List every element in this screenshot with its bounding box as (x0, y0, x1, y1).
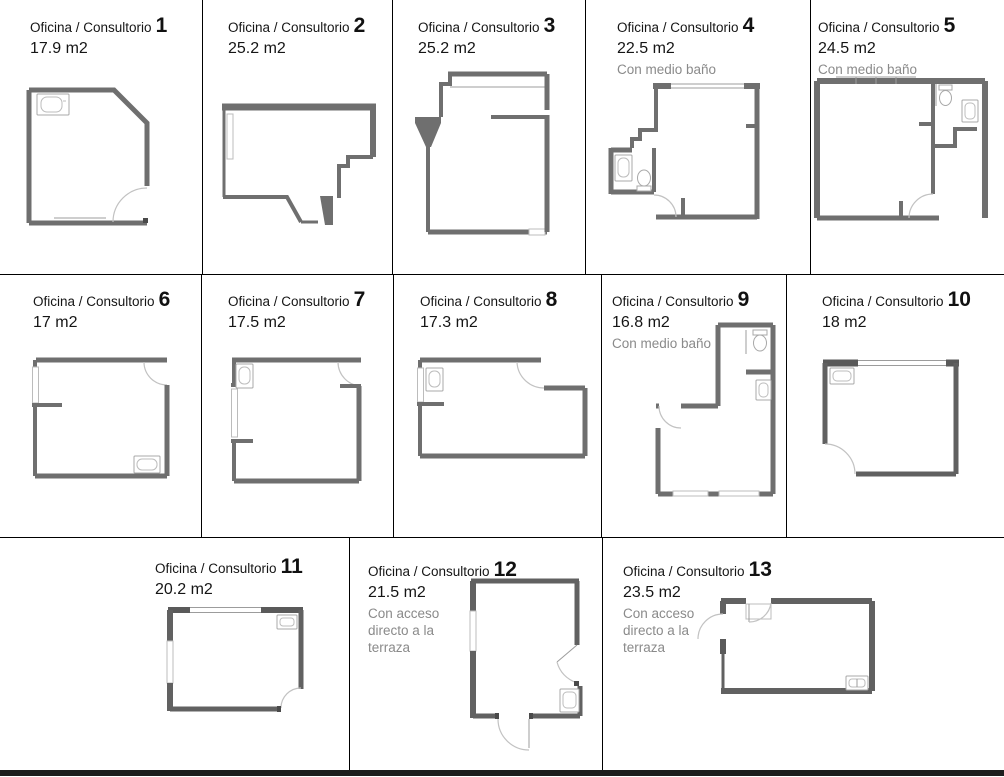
unit-card-9 (601, 274, 786, 537)
unit-area: 20.2 m2 (155, 581, 213, 598)
floorplan-9 (652, 318, 779, 500)
unit-area: 22.5 m2 (617, 40, 675, 57)
unit-title: Oficina / Consultorio (155, 561, 277, 576)
unit-title: Oficina / Consultorio (228, 20, 350, 35)
unit-area: 21.5 m2 (368, 584, 426, 601)
unit-number: 10 (947, 288, 971, 311)
unit-card-10 (786, 274, 1004, 537)
unit-title: Oficina / Consultorio (818, 20, 940, 35)
floorplan-5 (812, 72, 992, 224)
floorplan-2 (220, 101, 380, 233)
unit-card-6 (0, 274, 201, 537)
unit-number: 6 (158, 288, 171, 311)
unit-area: 24.5 m2 (818, 40, 876, 57)
unit-area: 17.3 m2 (420, 314, 478, 331)
unit-card-7 (201, 274, 393, 537)
unit-title: Oficina / Consultorio (30, 20, 152, 35)
floorplan-7 (227, 355, 366, 486)
unit-title: Oficina / Consultorio (617, 20, 739, 35)
unit-card-11 (0, 537, 349, 771)
unit-title: Oficina / Consultorio (228, 294, 350, 309)
unit-card-5 (810, 0, 1004, 274)
unit-number: 12 (493, 558, 517, 581)
unit-area: 17.5 m2 (228, 314, 286, 331)
unit-note: Con medio baño (617, 62, 717, 77)
unit-area: 23.5 m2 (623, 584, 681, 601)
unit-card-12 (349, 537, 602, 771)
unit-card-8 (393, 274, 601, 537)
unit-number: 11 (280, 555, 303, 578)
floorplan-1 (24, 84, 154, 230)
floorplan-11 (165, 603, 306, 714)
unit-note: Con medio baño (818, 62, 918, 77)
unit-number: 1 (155, 14, 168, 37)
floorplan-8 (413, 355, 590, 463)
unit-number: 13 (748, 558, 772, 581)
unit-area: 18 m2 (822, 314, 867, 331)
unit-note: Con acceso directo a la terraza (368, 606, 440, 655)
unit-number: 2 (353, 14, 366, 37)
unit-number: 4 (742, 14, 755, 37)
floorplan-3 (414, 66, 552, 238)
unit-area: 25.2 m2 (418, 40, 476, 57)
unit-number: 7 (353, 288, 366, 311)
unit-area: 17.9 m2 (30, 40, 88, 57)
unit-number: 3 (543, 14, 556, 37)
floorplan-12 (452, 573, 589, 753)
unit-area: 25.2 m2 (228, 40, 286, 57)
floorplan-4 (607, 76, 765, 224)
unit-number: 9 (737, 288, 750, 311)
unit-title: Oficina / Consultorio (368, 564, 490, 579)
floorplan-13 (688, 585, 875, 709)
unit-title: Oficina / Consultorio (418, 20, 540, 35)
unit-card-3 (392, 0, 585, 274)
unit-note: Con medio baño (612, 336, 712, 351)
unit-card-4 (585, 0, 810, 274)
floorplan-10 (820, 355, 961, 480)
unit-number: 5 (943, 14, 956, 37)
unit-title: Oficina / Consultorio (612, 294, 734, 309)
unit-title: Oficina / Consultorio (822, 294, 944, 309)
unit-card-1 (0, 0, 202, 274)
floorplan-6 (28, 355, 170, 481)
unit-title: Oficina / Consultorio (420, 294, 542, 309)
unit-title: Oficina / Consultorio (623, 564, 745, 579)
unit-area: 17 m2 (33, 314, 78, 331)
unit-title: Oficina / Consultorio (33, 294, 155, 309)
unit-card-2 (202, 0, 392, 274)
unit-area: 16.8 m2 (612, 314, 670, 331)
unit-number: 8 (545, 288, 558, 311)
unit-card-13 (602, 537, 1004, 771)
unit-note: Con acceso directo a la terraza (623, 606, 695, 655)
